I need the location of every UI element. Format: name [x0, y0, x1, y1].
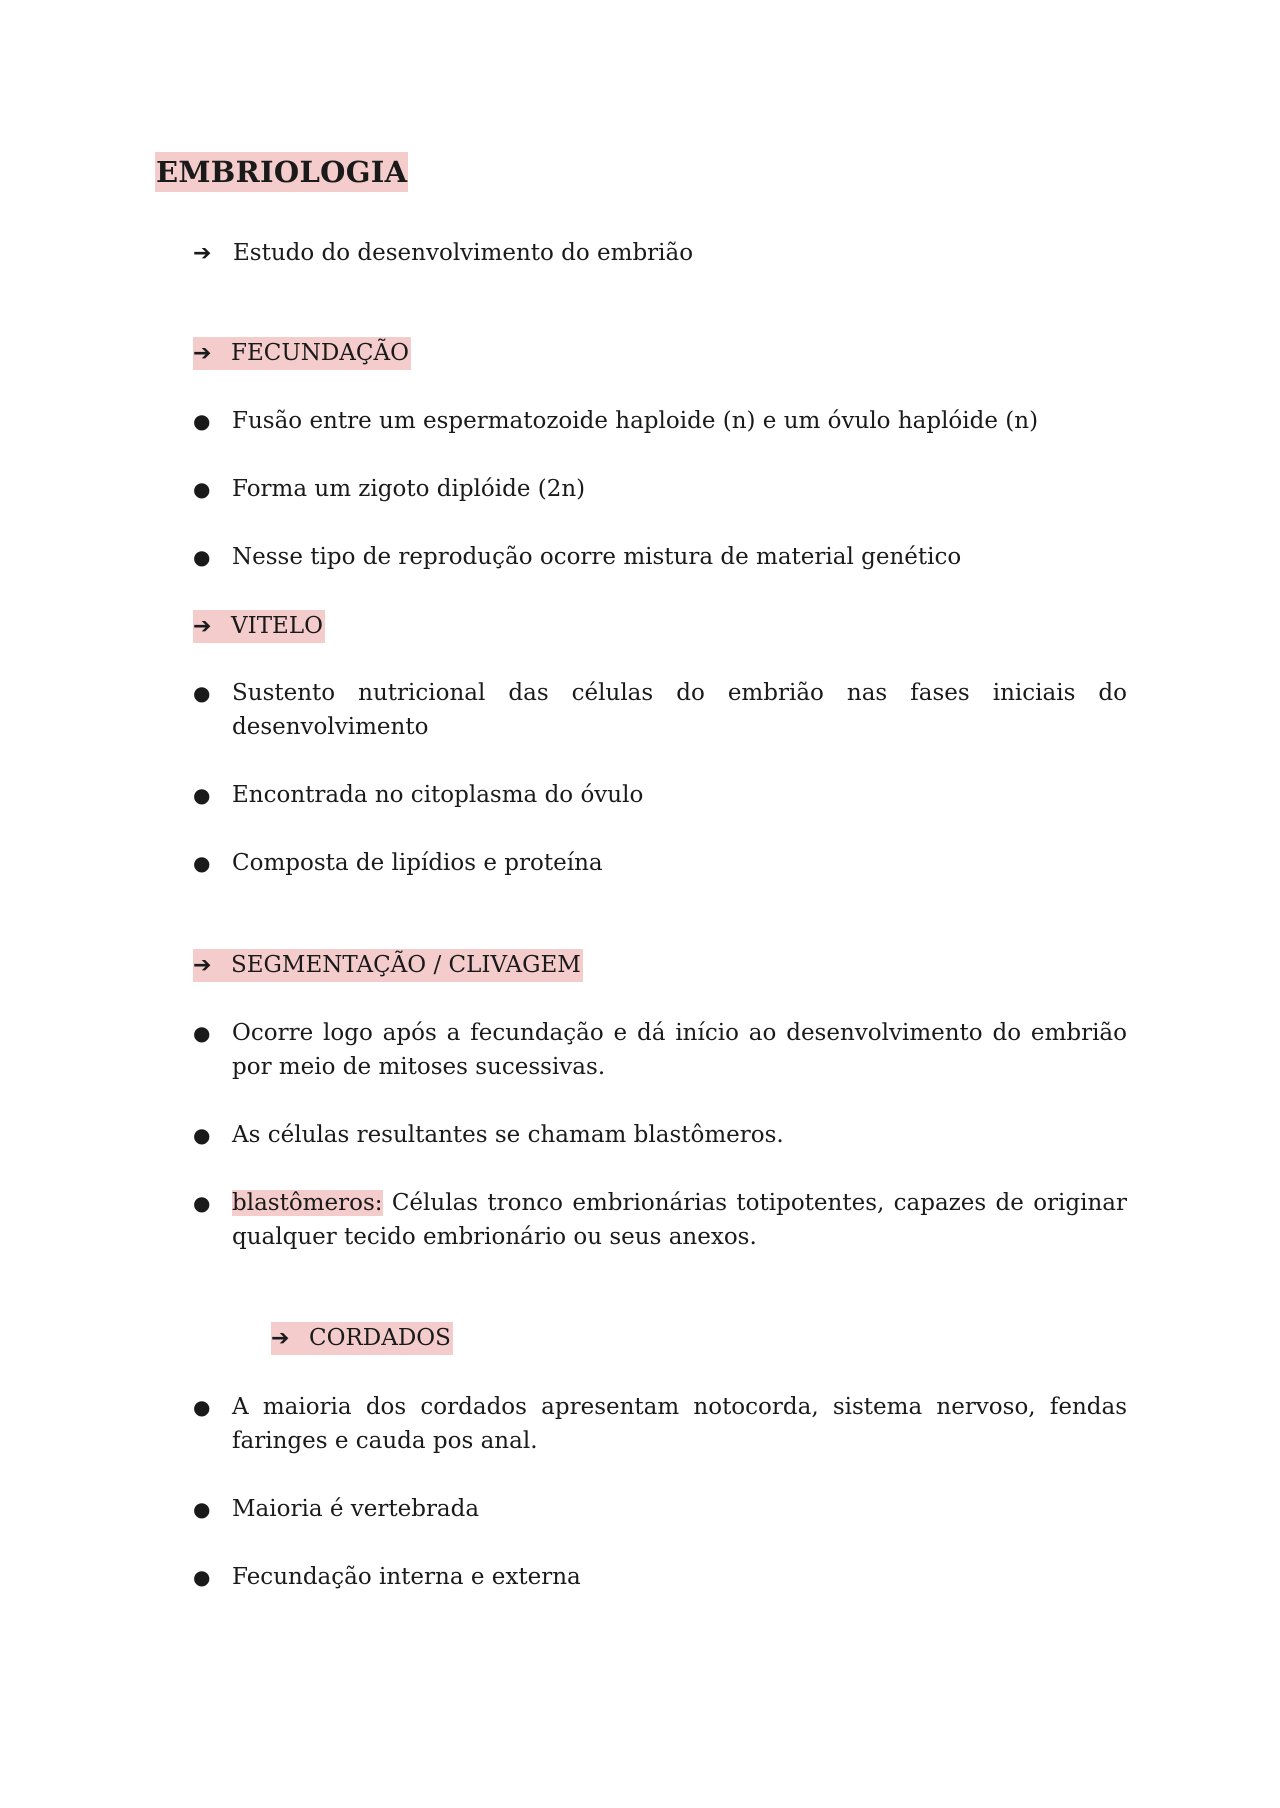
list-item — [193, 1016, 1127, 1084]
bullet-icon: ● — [193, 477, 211, 501]
section-heading-cordados — [271, 1322, 453, 1355]
bullet-icon: ● — [193, 851, 211, 875]
list-item — [193, 472, 1127, 506]
list-item-text: Ocorre logo após a fecundação e dá início ao desenvolvimento do embrião por meio de mitoses sucessivas. — [232, 1020, 1127, 1080]
list-item-text: Encontrada no citoplasma do óvulo — [232, 782, 644, 808]
arrow-icon: ➔ — [193, 241, 212, 266]
list-item — [193, 1560, 1127, 1594]
section-heading-segmentacao — [193, 949, 583, 982]
list-item-text: Nesse tipo de reprodução ocorre mistura de material genético — [232, 544, 962, 570]
list-item — [193, 404, 1127, 438]
arrow-icon: ➔ — [193, 341, 212, 366]
bullet-icon: ● — [193, 783, 211, 807]
list-item-text: A maioria dos cordados apresentam notocorda, sistema nervoso, fendas faringes e cauda pos anal. — [232, 1394, 1127, 1454]
section-heading-vitelo — [193, 610, 325, 643]
bullet-icon: ● — [193, 1497, 211, 1521]
arrow-icon: ➔ — [193, 614, 212, 639]
bullet-icon: ● — [193, 681, 211, 705]
list-item — [193, 676, 1127, 744]
term-definition: Células tronco embrionárias totipotentes, capazes de originar qualquer tecido embrionário ou seus anexos. — [232, 1190, 1127, 1250]
list-item-text: Maioria é vertebrada — [232, 1496, 480, 1522]
section-heading-text: CORDADOS — [309, 1325, 451, 1351]
bullet-icon: ● — [193, 1021, 211, 1045]
section-heading-text: VITELO — [231, 613, 323, 639]
list-item-text — [232, 1186, 1127, 1254]
intro-line — [193, 236, 693, 271]
bullet-icon: ● — [193, 1565, 211, 1589]
bullet-icon: ● — [193, 1123, 211, 1147]
list-item — [193, 778, 1127, 812]
list-item-text: Forma um zigoto diplóide (2n) — [232, 476, 586, 502]
section-heading-fecundacao — [193, 337, 411, 370]
section-heading-text: FECUNDAÇÃO — [231, 340, 409, 366]
bullet-icon: ● — [193, 1191, 211, 1215]
list-item — [193, 1118, 1127, 1152]
list-item — [193, 1186, 1127, 1254]
list-item — [193, 540, 1127, 574]
list-item-text: Fusão entre um espermatozoide haploide (n) e um óvulo haplóide (n) — [232, 408, 1039, 434]
list-item — [193, 846, 1127, 880]
list-item-text: As células resultantes se chamam blastômeros. — [232, 1122, 784, 1148]
arrow-icon: ➔ — [193, 953, 212, 978]
section-heading-text: SEGMENTAÇÃO / CLIVAGEM — [231, 952, 581, 978]
bullet-icon: ● — [193, 545, 211, 569]
list-item-text: Fecundação interna e externa — [232, 1564, 581, 1590]
intro-text: Estudo do desenvolvimento do embrião — [233, 240, 694, 266]
term-highlight: blastômeros: — [232, 1190, 383, 1216]
bullet-icon: ● — [193, 1395, 211, 1419]
arrow-icon: ➔ — [271, 1326, 290, 1351]
list-item — [193, 1492, 1127, 1526]
list-item-text: Sustento nutricional das células do embrião nas fases iniciais do desenvolvimento — [232, 680, 1127, 740]
list-item — [193, 1390, 1127, 1458]
page-title: EMBRIOLOGIA — [155, 152, 408, 192]
bullet-icon: ● — [193, 409, 211, 433]
list-item-text: Composta de lipídios e proteína — [232, 850, 603, 876]
